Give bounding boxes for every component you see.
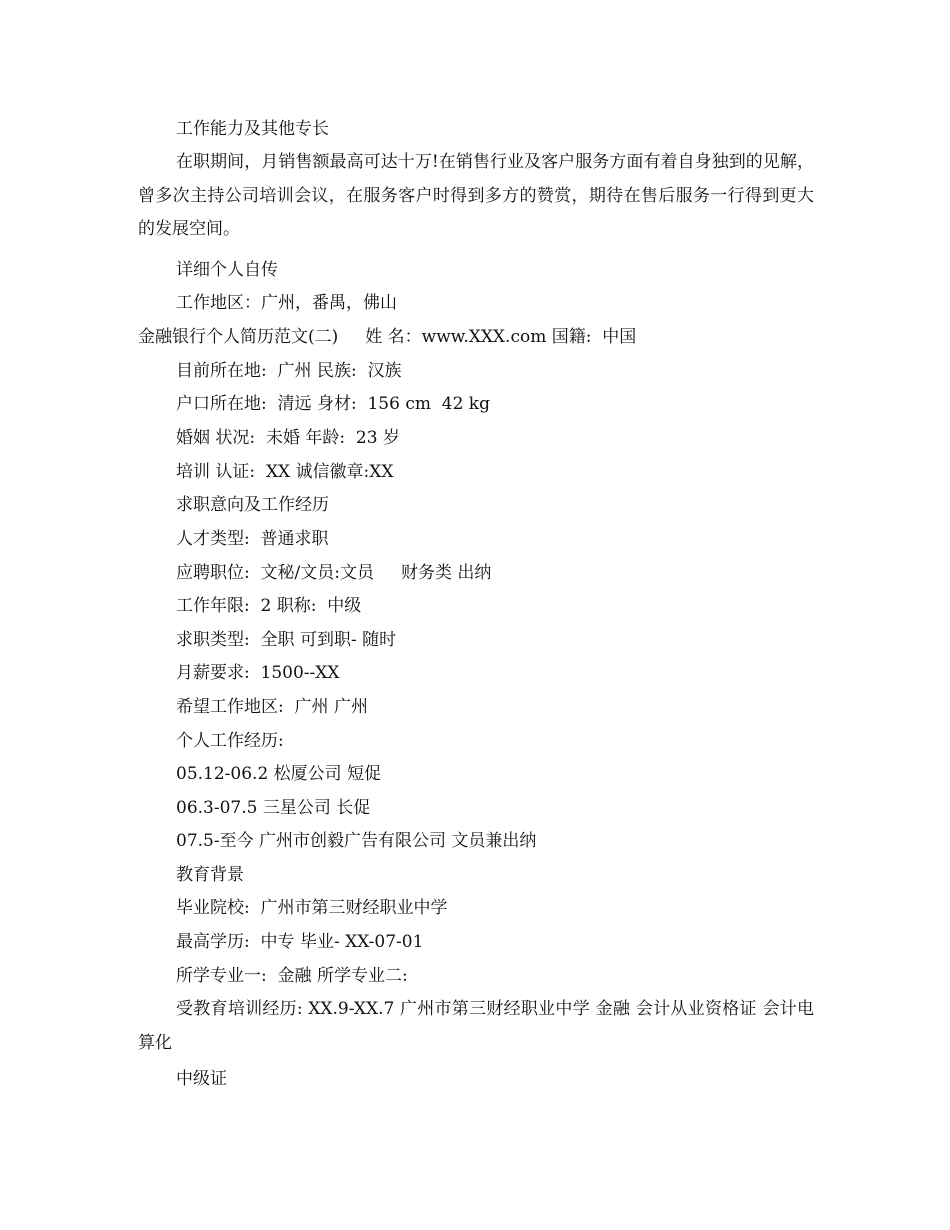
majors: 所学专业一: 金融 所学专业二: (176, 966, 408, 986)
intention-heading: 求职意向及工作经历 (176, 495, 329, 515)
training-paragraph: 受教育培训经历: XX.9-XX.7 广州市第三财经职业中学 金融 会计从业资格证 会计电算化 (138, 999, 814, 1053)
ability-paragraph: 在职期间，月销售额最高可达十万!在销售行业及客户服务方面有着自身独到的见解，曾多次主持公司培训会议，在服务客户时得到多方的赞赏，期待在售后服务一行得到更大的发展空间。 (138, 152, 814, 239)
education-heading: 教育背景 (176, 865, 244, 885)
desired-area: 希望工作地区: 广州 广州 (176, 697, 368, 717)
work-history-item: 05.12-06.2 松厦公司 短促 (176, 764, 382, 784)
work-history-item: 07.5-至今 广州市创毅广告有限公司 文员兼出纳 (176, 831, 537, 851)
job-type: 求职类型: 全职 可到职- 随时 (176, 630, 397, 650)
work-history-item: 06.3-07.5 三星公司 长促 (176, 798, 371, 818)
highest-degree: 最高学历: 中专 毕业- XX-07-01 (176, 932, 424, 952)
household-location: 户口所在地: 清远 身材: 156 cm 42 kg (176, 394, 490, 414)
certificate: 中级证 (176, 1069, 227, 1089)
applied-position: 应聘职位: 文秘/文员:文员 财务类 出纳 (176, 563, 492, 583)
training-cert: 培训 认证: XX 诚信徽章:XX (176, 462, 394, 482)
salary: 月薪要求: 1500--XX (176, 663, 340, 683)
work-history-heading: 个人工作经历: (176, 731, 284, 751)
title-and-name: 金融银行个人简历范文(二) 姓 名：www.XXX.com 国籍: 中国 (138, 327, 637, 347)
current-location: 目前所在地: 广州 民族: 汉族 (176, 361, 402, 381)
autobiography-heading: 详细个人自传 (176, 260, 278, 280)
school: 毕业院校: 广州市第三财经职业中学 (176, 898, 448, 918)
work-years: 工作年限: 2 职称: 中级 (176, 596, 362, 616)
talent-type: 人才类型: 普通求职 (176, 529, 329, 549)
section-ability-heading: 工作能力及其他专长 (176, 119, 329, 139)
marital-status: 婚姻 状况: 未婚 年龄: 23 岁 (176, 428, 400, 448)
work-area: 工作地区：广州，番禺，佛山 (176, 293, 397, 313)
